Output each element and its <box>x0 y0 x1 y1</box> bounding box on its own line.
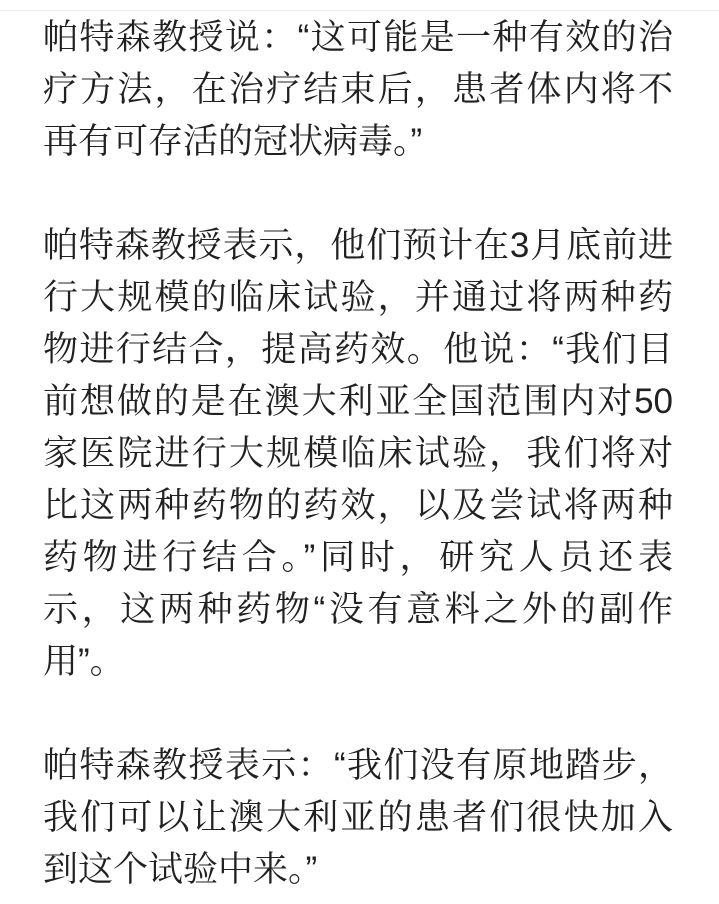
paragraph <box>43 12 673 168</box>
text-line: 家医院进行大规模临床试验，我们将对 <box>43 434 673 473</box>
text-line: 行大规模的临床试验，并通过将两种药 <box>43 278 673 317</box>
text-line: 我们可以让澳大利亚的患者们很快加入 <box>43 798 673 837</box>
text-line: 比这两种药物的药效，以及尝试将两种 <box>43 486 673 525</box>
top-divider <box>0 0 719 11</box>
text-line: 用”。 <box>43 642 125 681</box>
paragraph <box>43 740 673 896</box>
text-line: 药物进行结合。”同时，研究人员还表 <box>43 538 673 577</box>
text-line: 再有可存活的冠状病毒。” <box>43 122 423 161</box>
text-line: 帕特森教授表示：“我们没有原地踏步， <box>43 746 673 785</box>
text-line: 物进行结合，提高药效。他说：“我们目 <box>43 330 673 369</box>
text-line: 前想做的是在澳大利亚全国范围内对50 <box>43 382 673 421</box>
text-line: 帕特森教授说：“这可能是一种有效的治 <box>43 18 673 57</box>
text-line: 到这个试验中来。” <box>43 850 318 889</box>
paragraph <box>43 220 673 688</box>
article-body <box>0 11 719 896</box>
text-line: 帕特森教授表示，他们预计在3月底前进 <box>43 226 673 265</box>
text-line: 示，这两种药物“没有意料之外的副作 <box>43 590 673 629</box>
text-line: 疗方法，在治疗结束后，患者体内将不 <box>43 70 673 109</box>
